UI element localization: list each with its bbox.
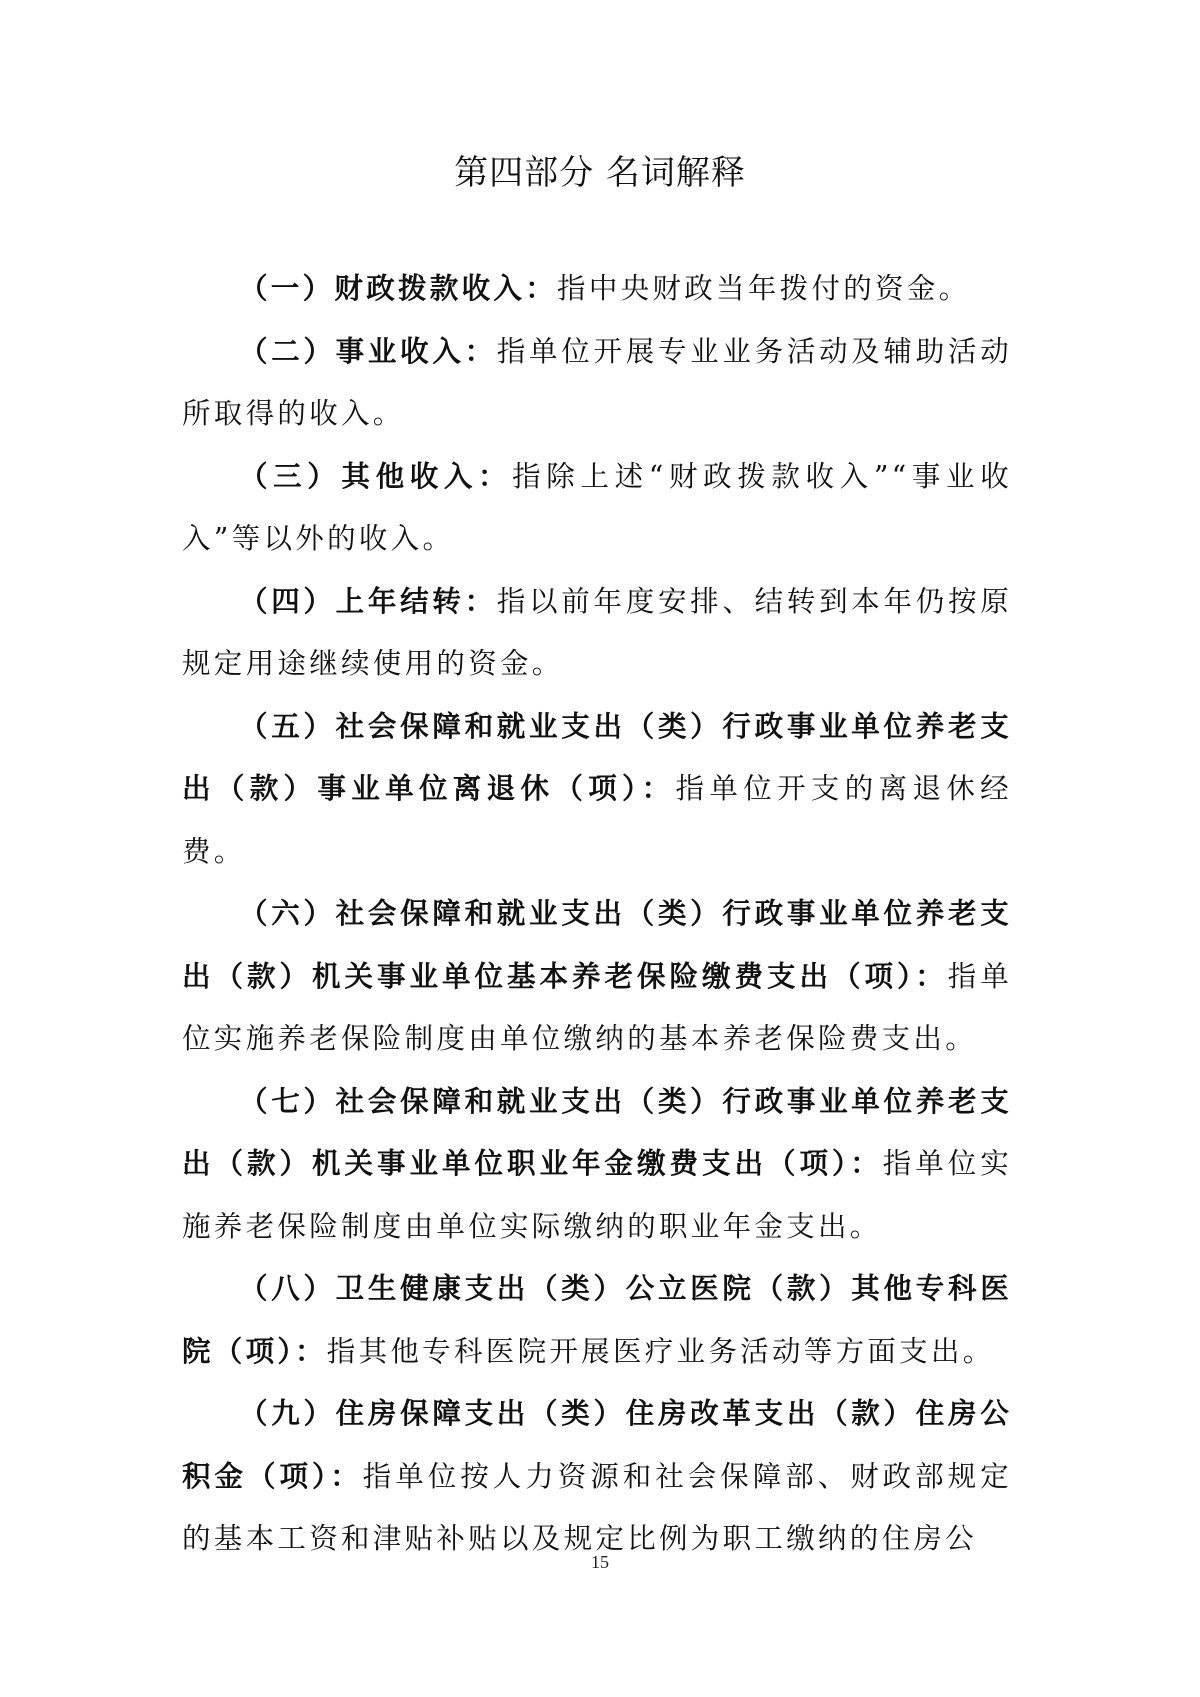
definition-term: （四）上年结转： xyxy=(239,584,497,618)
definition-text: 指单位开展专业业务活动及辅助活动所取得的收入。 xyxy=(182,334,1012,430)
definition-text: 指以前年度安排、结转到本年仍按原规定用途继续使用的资金。 xyxy=(182,584,1012,680)
definition-entry xyxy=(182,1383,1012,1571)
definition-entry xyxy=(182,1258,1012,1383)
definition-text: 指单位实施养老保险制度由单位缴纳的基本养老保险费支出。 xyxy=(182,959,1013,1055)
definition-text: 指中央财政当年拨付的资金。 xyxy=(557,272,971,305)
definition-text: 指单位实施养老保险制度由单位实际缴纳的职业年金支出。 xyxy=(182,1147,1012,1243)
definitions-list xyxy=(182,258,1012,1571)
definition-entry xyxy=(182,883,1012,1071)
definition-term: （九）住房保障支出（类）住房改革支出（款）住房公积金（项）： xyxy=(182,1397,1012,1493)
definition-term: （八）卫生健康支出（类）公立医院（款）其他专科医院（项）： xyxy=(182,1272,1012,1368)
definition-term: （六）社会保障和就业支出（类）行政事业单位养老支出（款）机关事业单位基本养老保险缴费支出（项）： xyxy=(182,897,1012,993)
definition-entry xyxy=(182,446,1012,571)
definition-entry xyxy=(182,571,1012,696)
definition-entry xyxy=(182,1071,1012,1259)
page-title: 第四部分 名词解释 xyxy=(454,153,746,193)
definition-text: 指单位开支的离退休经费。 xyxy=(182,772,1012,868)
definition-text: 指除上述“财政拨款收入”“事业收入”等以外的收入。 xyxy=(182,459,1012,555)
definition-term: （二）事业收入： xyxy=(239,334,497,368)
definition-term: （七）社会保障和就业支出（类）行政事业单位养老支出（款）机关事业单位职业年金缴费支出（项）： xyxy=(182,1084,1012,1180)
definition-term: （一）财政拨款收入： xyxy=(239,272,558,305)
definition-term: （五）社会保障和就业支出（类）行政事业单位养老支出（款）事业单位离退休（项）： xyxy=(182,709,1012,805)
definition-entry xyxy=(182,258,1012,321)
definition-entry xyxy=(182,321,1012,446)
page-number: 15 xyxy=(591,1552,609,1572)
definition-text: 指单位按人力资源和社会保障部、财政部规定的基本工资和津贴补贴以及规定比例为职工缴纳的住房公 xyxy=(182,1459,1012,1555)
definition-entry xyxy=(182,696,1012,884)
definition-text: 指其他专科医院开展医疗业务活动等方面支出。 xyxy=(326,1334,995,1368)
definition-term: （三）其他收入： xyxy=(239,459,513,493)
